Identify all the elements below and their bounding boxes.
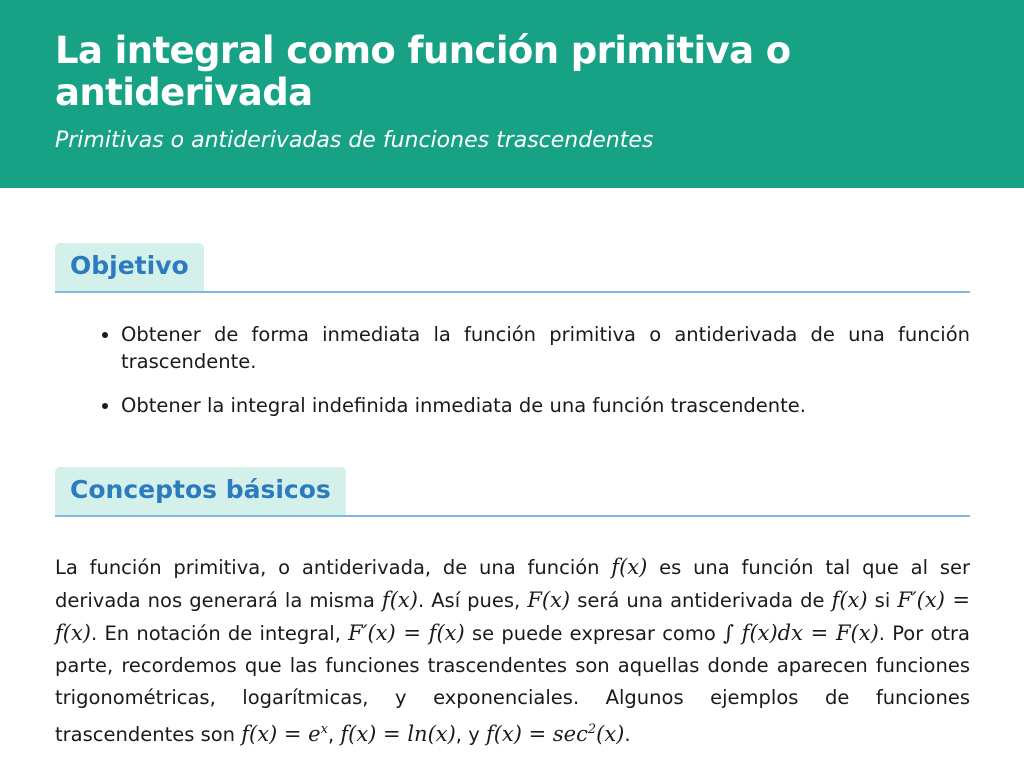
paragraph-text: .	[624, 723, 631, 746]
paragraph-text: . Así pues,	[417, 589, 528, 612]
paragraph-text: es una función tal que al ser derivada nos generará la misma	[55, 556, 970, 612]
math-expression: F(x)	[527, 588, 571, 612]
page-subtitle: Primitivas o antiderivadas de funciones trascendentes	[55, 128, 654, 153]
paragraph-text: ,	[327, 723, 341, 746]
conceptos-header	[55, 467, 970, 517]
math-expression: F′(x) = f(x)	[55, 588, 971, 645]
objetivo-list	[55, 321, 970, 419]
objetivo-section	[55, 243, 970, 436]
math-expression: f(x)	[381, 588, 418, 612]
paragraph-text: si	[867, 589, 898, 612]
list-item: • Obtener de forma inmediata la función primitiva o antiderivada de una función trascendente.	[121, 321, 970, 375]
math-expression: f(x) = ln(x)	[340, 722, 456, 746]
paragraph-text: será una antiderivada de	[570, 589, 832, 612]
paragraph-text: se puede expresar como	[464, 622, 724, 645]
objetivo-heading: Objetivo	[55, 243, 204, 291]
math-expression: ∫ f(x)dx = F(x)	[723, 621, 879, 645]
math-expression: f(x)	[611, 555, 648, 579]
conceptos-paragraph	[55, 551, 970, 751]
paragraph-text: La función primitiva, o antiderivada, de una función	[55, 556, 612, 579]
paragraph-text: . En notación de integral,	[91, 622, 349, 645]
math-expression-base: f(x) = sec	[485, 722, 588, 746]
math-expression	[241, 722, 328, 746]
list-item: • Obtener la integral indefinida inmediata de una función trascendente.	[121, 392, 970, 419]
math-expression: f(x)	[831, 588, 868, 612]
math-superscript: x	[320, 722, 328, 737]
conceptos-section	[55, 467, 970, 751]
math-expression-tail: (x)	[596, 722, 625, 746]
math-expression	[486, 722, 624, 746]
math-expression-base: f(x) = e	[241, 722, 321, 746]
conceptos-heading: Conceptos básicos	[55, 467, 346, 515]
paragraph-text: . Por otra parte, recordemos que las funciones trascendentes son aquellas donde aparecen funciones trigonométricas, logarítmicas, y exponenciales. Algunos ejemplos de funciones trascendentes son	[55, 622, 970, 746]
math-superscript: 2	[587, 722, 597, 737]
objetivo-header	[55, 243, 970, 293]
paragraph-text: , y	[455, 723, 486, 746]
page-title: La integral como función primitiva o antiderivada	[55, 29, 791, 114]
math-expression: F′(x) = f(x)	[348, 621, 465, 645]
page-header	[0, 0, 1024, 188]
